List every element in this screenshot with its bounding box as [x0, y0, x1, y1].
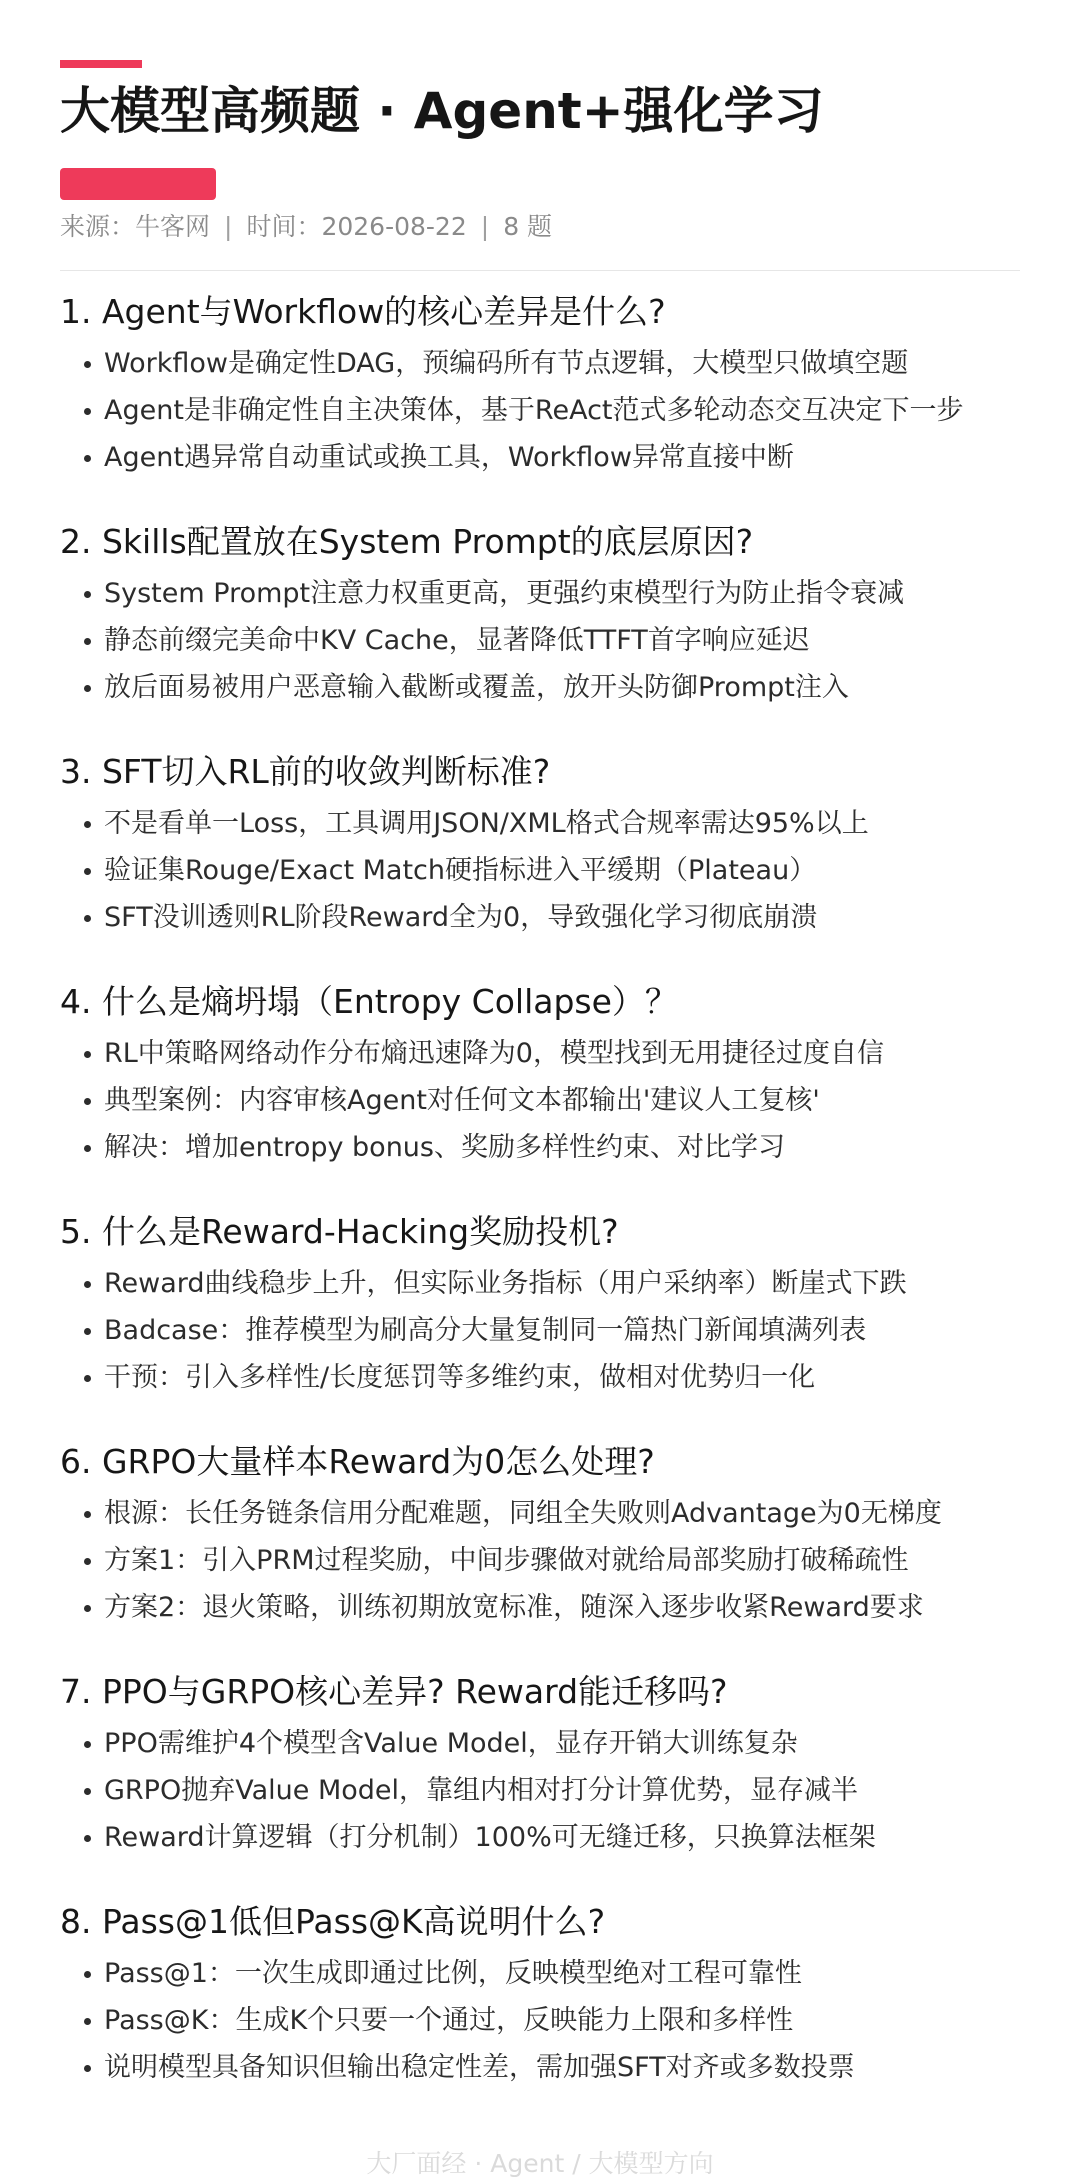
answer-text: Reward计算逻辑（打分机制）100%可无缝迁移，只换算法框架	[104, 1822, 876, 1853]
bullet-dot-icon	[84, 408, 91, 415]
answer-item	[60, 617, 1040, 664]
answer-text: 方案2：退火策略，训练初期放宽标准，随深入逐步收紧Reward要求	[104, 1592, 924, 1623]
answer-text: 验证集Rouge/Exact Match硬指标进入平缓期（Plateau）	[104, 855, 817, 886]
answer-text: GRPO抛弃Value Model，靠组内相对打分计算优势，显存减半	[104, 1775, 859, 1806]
answer-item	[60, 1124, 1040, 1171]
question-title: 6. GRPO大量样本Reward为0怎么处理?	[60, 1442, 655, 1481]
question-section	[60, 1894, 1040, 2124]
answer-text: RL中策略网络动作分布熵迅速降为0，模型找到无用捷径过度自信	[104, 1038, 884, 1069]
answer-item	[60, 800, 1040, 847]
answer-text: 静态前缀完美命中KV Cache，显著降低TTFT首字响应延迟	[104, 625, 810, 656]
bullet-dot-icon	[84, 2018, 91, 2025]
answer-text: 根源：长任务链条信用分配难题，同组全失败则Advantage为0无梯度	[104, 1498, 942, 1529]
bullet-dot-icon	[84, 821, 91, 828]
answer-list	[60, 800, 1040, 941]
answer-list	[60, 1260, 1040, 1401]
answer-text: 解决：增加entropy bonus、奖励多样性约束、对比学习	[104, 1132, 785, 1163]
answer-text: 方案1：引入PRM过程奖励，中间步骤做对就给局部奖励打破稀疏性	[104, 1545, 909, 1576]
answer-item	[60, 2044, 1040, 2091]
question-list	[60, 284, 1040, 2124]
answer-list	[60, 1950, 1040, 2091]
answer-item	[60, 1030, 1040, 1077]
answer-item	[60, 387, 1040, 434]
answer-item	[60, 664, 1040, 711]
answer-item	[60, 1354, 1040, 1401]
question-title: 4. 什么是熵坍塌（Entropy Collapse）？	[60, 982, 678, 1021]
question-section	[60, 1204, 1040, 1434]
question-title: 2. Skills配置放在System Prompt的底层原因?	[60, 522, 754, 561]
meta-separator: |	[224, 212, 233, 241]
question-title: 8. Pass@1低但Pass@K高说明什么?	[60, 1902, 606, 1941]
answer-item	[60, 1260, 1040, 1307]
answer-item	[60, 894, 1040, 941]
answer-list	[60, 1490, 1040, 1631]
bullet-dot-icon	[84, 1281, 91, 1288]
footer-watermark: 大厂面经 · Agent / 大模型方向	[366, 2149, 714, 2178]
bullet-dot-icon	[84, 1098, 91, 1105]
question-section	[60, 284, 1040, 514]
bullet-dot-icon	[84, 868, 91, 875]
answer-item	[60, 847, 1040, 894]
answer-list	[60, 1720, 1040, 1861]
bullet-dot-icon	[84, 1511, 91, 1518]
answer-text: Workflow是确定性DAG，预编码所有节点逻辑，大模型只做填空题	[104, 348, 909, 379]
bullet-dot-icon	[84, 1328, 91, 1335]
bullet-dot-icon	[84, 1558, 91, 1565]
question-title: 7. PPO与GRPO核心差异? Reward能迁移吗?	[60, 1672, 728, 1711]
answer-text: System Prompt注意力权重更高，更强约束模型行为防止指令衰减	[104, 578, 905, 609]
bullet-dot-icon	[84, 1788, 91, 1795]
answer-item	[60, 1767, 1040, 1814]
tag-badge	[60, 168, 216, 200]
answer-text: Pass@K：生成K个只要一个通过，反映能力上限和多样性	[104, 2005, 794, 2036]
title-accent-bar	[60, 60, 142, 68]
bullet-dot-icon	[84, 1741, 91, 1748]
meta-line	[60, 209, 552, 245]
bullet-dot-icon	[84, 1605, 91, 1612]
question-title: 5. 什么是Reward-Hacking奖励投机?	[60, 1212, 619, 1251]
bullet-dot-icon	[84, 1375, 91, 1382]
bullet-dot-icon	[84, 1835, 91, 1842]
page-title: 大模型高频题 · Agent+强化学习	[60, 82, 824, 140]
answer-item	[60, 1720, 1040, 1767]
bullet-dot-icon	[84, 1051, 91, 1058]
answer-list	[60, 340, 1040, 481]
meta-separator: |	[480, 212, 490, 241]
answer-list	[60, 570, 1040, 711]
meta-source: 来源：牛客网	[60, 212, 211, 241]
answer-item	[60, 1584, 1040, 1631]
answer-text: 干预：引入多样性/长度惩罚等多维约束，做相对优势归一化	[104, 1362, 816, 1393]
answer-item	[60, 1077, 1040, 1124]
bullet-dot-icon	[84, 638, 91, 645]
answer-text: Agent遇异常自动重试或换工具，Workflow异常直接中断	[104, 442, 794, 473]
answer-text: SFT没训透则RL阶段Reward全为0，导致强化学习彻底崩溃	[104, 902, 818, 933]
question-section	[60, 1664, 1040, 1894]
answer-text: Badcase：推荐模型为刷高分大量复制同一篇热门新闻填满列表	[104, 1315, 867, 1346]
bullet-dot-icon	[84, 361, 91, 368]
answer-text: 说明模型具备知识但输出稳定性差，需加强SFT对齐或多数投票	[104, 2052, 855, 2083]
answer-text: Agent是非确定性自主决策体，基于ReAct范式多轮动态交互决定下一步	[104, 395, 964, 426]
answer-item	[60, 1950, 1040, 1997]
answer-text: 典型案例：内容审核Agent对任何文本都输出'建议人工复核'	[104, 1085, 820, 1116]
answer-item	[60, 1997, 1040, 2044]
question-section	[60, 974, 1040, 1204]
answer-text: 不是看单一Loss，工具调用JSON/XML格式合规率需达95%以上	[104, 808, 869, 839]
answer-text: Pass@1：一次生成即通过比例，反映模型绝对工程可靠性	[104, 1958, 802, 1989]
question-section	[60, 1434, 1040, 1664]
bullet-dot-icon	[84, 591, 91, 598]
answer-item	[60, 1814, 1040, 1861]
bullet-dot-icon	[84, 1971, 91, 1978]
question-title: 1. Agent与Workflow的核心差异是什么?	[60, 292, 666, 331]
answer-text: PPO需维护4个模型含Value Model，显存开销大训练复杂	[104, 1728, 798, 1759]
bullet-dot-icon	[84, 915, 91, 922]
answer-item	[60, 1537, 1040, 1584]
answer-text: 放后面易被用户恶意输入截断或覆盖，放开头防御Prompt注入	[104, 672, 849, 703]
question-title: 3. SFT切入RL前的收敛判断标准?	[60, 752, 551, 791]
answer-item	[60, 1307, 1040, 1354]
question-section	[60, 744, 1040, 974]
meta-count: 8 题	[503, 212, 553, 241]
answer-item	[60, 434, 1040, 481]
question-section	[60, 514, 1040, 744]
meta-time: 时间：2026-08-22	[246, 212, 467, 241]
bullet-dot-icon	[84, 455, 91, 462]
answer-list	[60, 1030, 1040, 1171]
answer-item	[60, 570, 1040, 617]
bullet-dot-icon	[84, 2065, 91, 2072]
answer-text: Reward曲线稳步上升，但实际业务指标（用户采纳率）断崖式下跌	[104, 1268, 907, 1299]
answer-item	[60, 340, 1040, 387]
bullet-dot-icon	[84, 685, 91, 692]
answer-item	[60, 1490, 1040, 1537]
bullet-dot-icon	[84, 1145, 91, 1152]
header-divider	[60, 270, 1020, 271]
